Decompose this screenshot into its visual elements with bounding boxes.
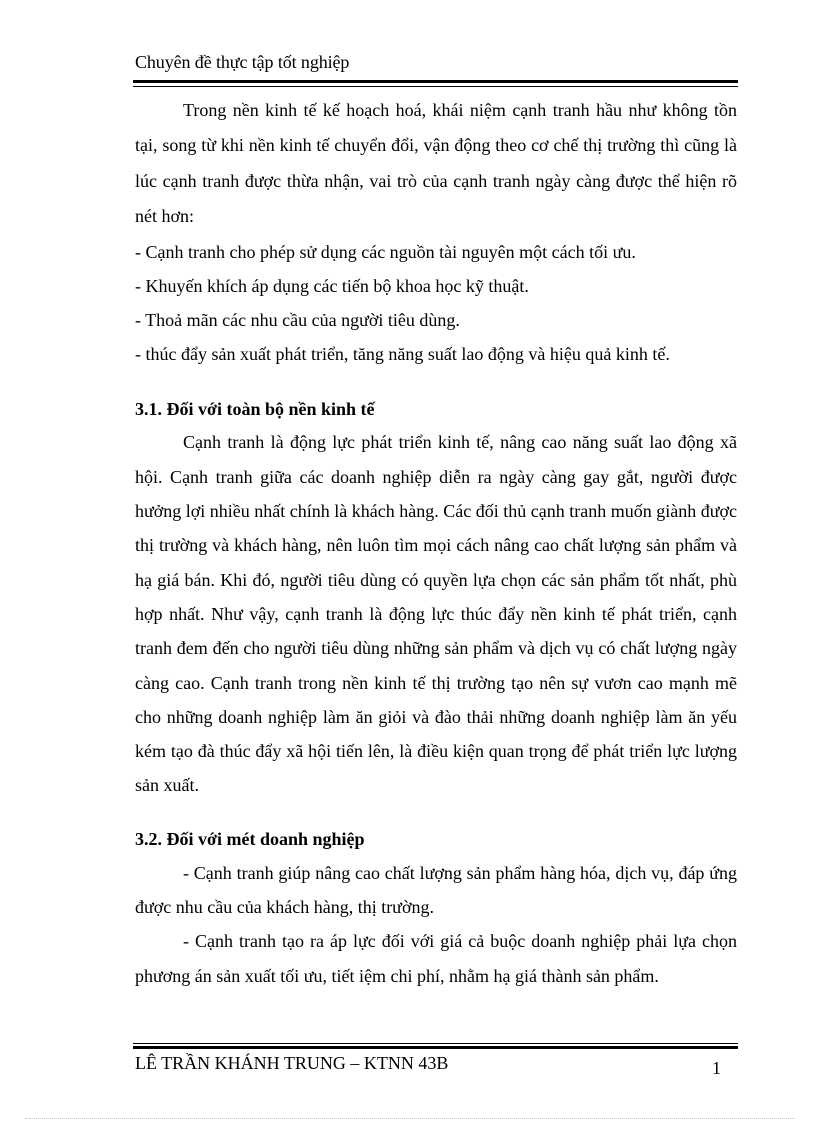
- section-3-2-item: - Cạnh tranh tạo ra áp lực đối với giá cả buộc doanh nghiệp phải lựa chọn phương án sản xuất tối ưu, tiết iệm chi phí, nhằm hạ giá thành sản phẩm.: [135, 931, 737, 986]
- intro-bullet: - Cạnh tranh cho phép sử dụng các nguồn tài nguyên một cách tối ưu.: [135, 241, 636, 262]
- footer-author: LÊ TRẦN KHÁNH TRUNG – KTNN 43B: [135, 1053, 449, 1073]
- footer-rule-thin: [133, 1043, 738, 1044]
- section-3-1-paragraph: Cạnh tranh là động lực phát triển kinh tế, nâng cao năng suất lao động xã hội. Cạnh tranh giữa các doanh nghiệp diễn ra ngày càng gay gắt, người được hưởng lợi nhiều nhất chính là khách hàng. Các đối thủ cạnh tranh muốn giành được thị trường và khách hàng, nên luôn tìm mọi cách nâng cao chất lượng sản phẩm và hạ giá bán. Khi đó, người tiêu dùng có quyền lựa chọn các sản phẩm tốt nhất, phù hợp nhất. Như vậy, cạnh tranh là động lực thúc đẩy nền kinh tế phát triển, cạnh tranh đem đến cho người tiêu dùng những sản phẩm và dịch vụ có chất lượng ngày càng cao. Cạnh tranh trong nền kinh tế thị trường tạo nên sự vươn cao mạnh mẽ cho những doanh nghiệp làm ăn giỏi và đào thải những doanh nghiệp làm ăn yếu kém tạo đà thúc đẩy xã hội tiến lên, là điều kiện quan trọng để phát triển lực lượng sản xuất.: [135, 432, 737, 796]
- page-header-title: Chuyên đề thực tập tốt nghiệp: [135, 52, 350, 72]
- page-number: 1: [712, 1058, 721, 1078]
- document-body: [135, 93, 737, 993]
- header-rule-thin: [133, 86, 738, 87]
- section-3-2-heading: 3.2. Đối với mét doanh nghiệp: [135, 828, 365, 849]
- header-rule-thick: [133, 80, 738, 83]
- section-3-2-item: - Cạnh tranh giúp nâng cao chất lượng sản phẩm hàng hóa, dịch vụ, đáp ứng được nhu cầu của khách hàng, thị trường.: [135, 862, 737, 917]
- intro-bullet: - Khuyến khích áp dụng các tiến bộ khoa học kỹ thuật.: [135, 275, 529, 296]
- intro-bullet: - thúc đẩy sản xuất phát triển, tăng năng suất lao động và hiệu quả kinh tế.: [135, 344, 670, 365]
- intro-paragraph: Trong nền kinh tế kế hoạch hoá, khái niệm cạnh tranh hầu như không tồn tại, song từ khi nền kinh tế chuyển đổi, vận động theo cơ chế thị trường thì cũng là lúc cạnh tranh được thừa nhận, vai trò của cạnh tranh ngày càng được thể hiện rõ nét hơn:: [135, 100, 737, 227]
- footer-rule-thick: [133, 1046, 738, 1049]
- page-bottom-divider: [25, 1118, 795, 1119]
- intro-bullet: - Thoả mãn các nhu cầu của người tiêu dùng.: [135, 310, 460, 331]
- section-3-1-heading: 3.1. Đối với toàn bộ nền kinh tế: [135, 399, 375, 420]
